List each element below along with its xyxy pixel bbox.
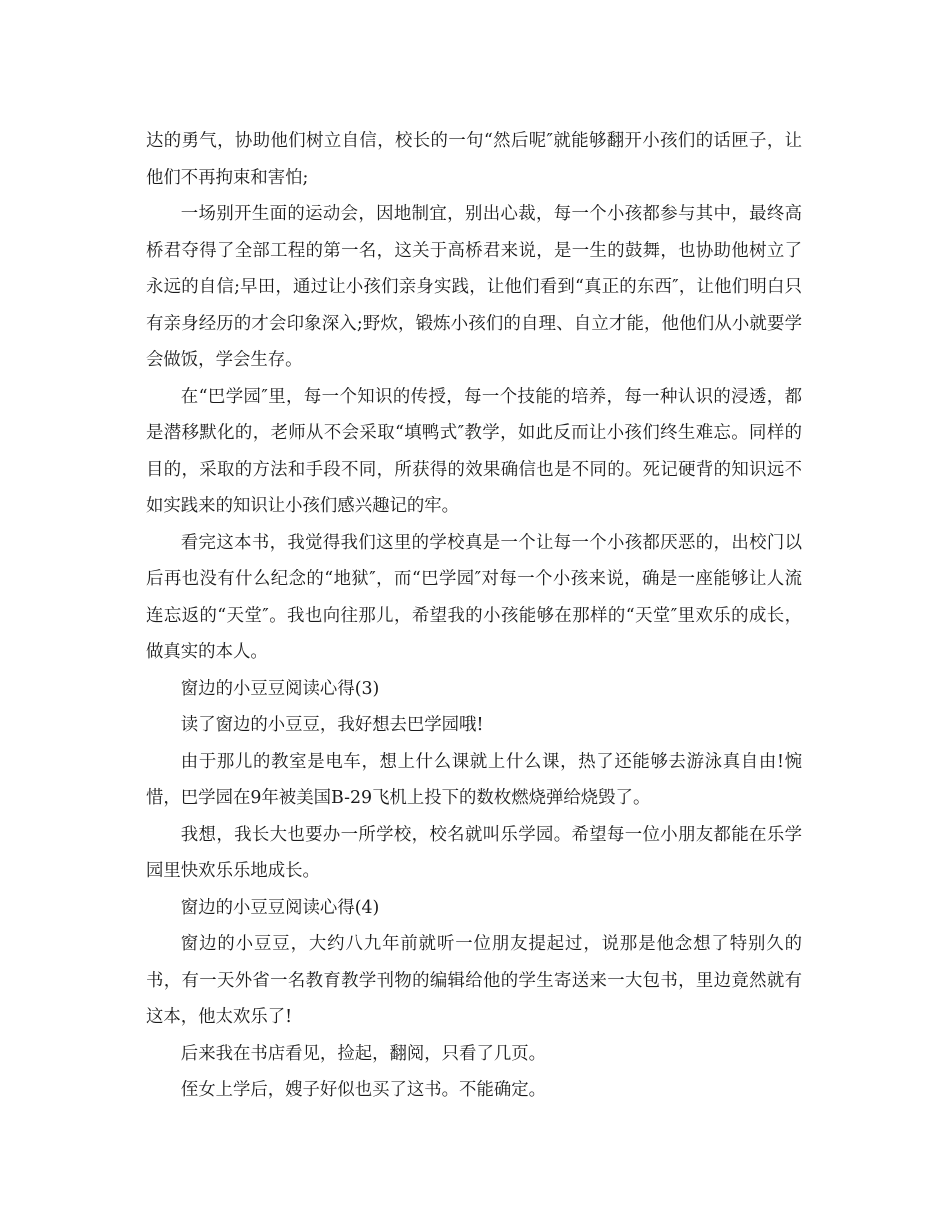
section-heading-3: 窗边的小豆豆阅读心得(3) (180, 678, 380, 699)
paragraph-dream-school: 我想，我长大也要办一所学校，校名就叫乐学园。希望每一位小朋友都能在乐学园里快欢乐乐地成长。 (146, 824, 802, 881)
section-heading-4: 窗边的小豆豆阅读心得(4) (180, 897, 380, 918)
paragraph-reflection: 看完这本书，我觉得我们这里的学校真是一个让每一个小孩都厌恶的，出校门以后再也没有什么纪念的“地狱″，而“巴学园″对每一个小孩来说，确是一座能够让人流连忘返的“天堂″。我也向往那儿，希望我的小孩能够在那样的“天堂″里欢乐的成长，做真实的本人。 (146, 532, 802, 662)
paragraph-niece: 侄女上学后，嫂子好似也买了这书。不能确定。 (180, 1080, 547, 1100)
paragraph-sports-day: 一场别开生面的运动会，因地制宜，别出心裁，每一个小孩都参与其中，最终高桥君夺得了全部工程的第一名，这关于高桥君来说，是一生的鼓舞，也协助他树立了永远的自信;早田，通过让小孩们亲身实践，让他们看到“真正的东西″，让他们明白只有亲身经历的才会印象深入;野炊，锻炼小孩们的自理、自立才能，他他们从小就要学会做饭，学会生存。 (146, 204, 802, 370)
paragraph-friend-story: 窗边的小豆豆，大约八九年前就听一位朋友提起过，说那是他念想了特别久的书，有一天外省一名教育教学刊物的编辑给他的学生寄送来一大包书，里边竟然就有这本，他太欢乐了! (146, 934, 802, 1027)
paragraph-teaching-method: 在“巴学园″里，每一个知识的传授，每一个技能的培养，每一种认识的浸透，都是潜移默化的，老师从不会采取“填鸭式″教学，如此反而让小孩们终生难忘。同样的目的，采取的方法和手段不同，所获得的效果确信也是不同的。死记硬背的知识远不如实践来的知识让小孩们感兴趣记的牢。 (146, 386, 802, 516)
paragraph-bookstore: 后来我在书店看见，捡起，翻阅，只看了几页。 (180, 1043, 547, 1064)
paragraph-tram-classroom: 由于那儿的教室是电车，想上什么课就上什么课，热了还能够去游泳真自由!惋惜，巴学园在9年被美国B-29飞机上投下的数枚燃烧弹给烧毁了。 (146, 751, 802, 808)
paragraph-want-to-go: 读了窗边的小豆豆，我好想去巴学园哦! (180, 715, 484, 735)
document-body (146, 123, 802, 1109)
paragraph-continued: 达的勇气，协助他们树立自信，校长的一句“然后呢″就能够翻开小孩们的话匣子，让他们不再拘束和害怕; (146, 131, 802, 188)
